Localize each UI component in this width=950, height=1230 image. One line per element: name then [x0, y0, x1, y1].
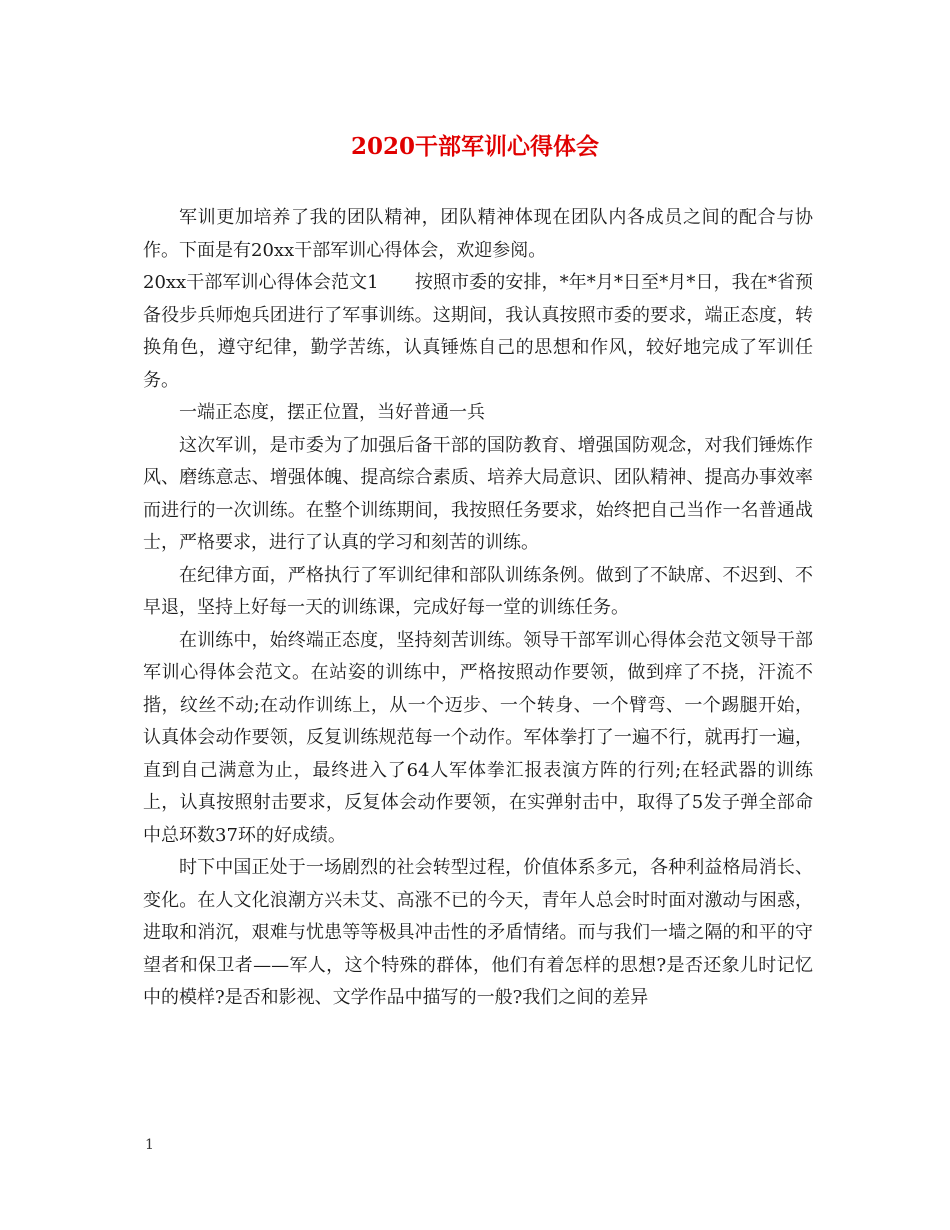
- paragraph-section-heading: 一端正态度，摆正位置，当好普通一兵: [179, 402, 485, 423]
- paragraph-body: 时下中国正处于一场剧烈的社会转型过程，价值体系多元，各种利益格局消长、变化。在人文化浪潮方兴未艾、高涨不已的今天，青年人总会时时面对激动与困惑，进取和消沉，艰难与忧患等等极具冲击性的矛盾情绪。而与我们一墙之隔的和平的守望者和保卫者——军人，这个特殊的群体，他们有着怎样的思想?是否还象儿时记忆中的模样?是否和影视、文学作品中描写的一般?我们之间的差异: [143, 857, 813, 1008]
- paragraph-intro: 军训更加培养了我的团队精神，团队精神体现在团队内各成员之间的配合与协作。下面是有20xx干部军训心得体会，欢迎参阅。: [143, 207, 813, 261]
- page-number: 1: [145, 1137, 154, 1153]
- paragraph-body: 在纪律方面，严格执行了军训纪律和部队训练条例。做到了不缺席、不迟到、不早退，坚持上好每一天的训练课，完成好每一堂的训练任务。: [143, 564, 813, 618]
- paragraph-sample-heading: 20xx干部军训心得体会范文1 按照市委的安排，*年*月*日至*月*日，我在*省预备役步兵师炮兵团进行了军事训练。这期间，我认真按照市委的要求，端正态度，转换角色，遵守纪律，勤学苦练，认真锤炼自己的思想和作风，较好地完成了军训任务。: [143, 272, 813, 391]
- document-body: [143, 202, 813, 1015]
- paragraph-body: 这次军训，是市委为了加强后备干部的国防教育、增强国防观念，对我们锤炼作风、磨练意志、增强体魄、提高综合素质、培养大局意识、团队精神、提高办事效率而进行的一次训练。在整个训练期间，我按照任务要求，始终把自己当作一名普通战士，严格要求，进行了认真的学习和刻苦的训练。: [143, 434, 813, 553]
- paragraph-body: 在训练中，始终端正态度，坚持刻苦训练。领导干部军训心得体会范文领导干部军训心得体会范文。在站姿的训练中，严格按照动作要领，做到痒了不挠，汗流不揩，纹丝不动;在动作训练上，从一个迈步、一个转身、一个臂弯、一个踢腿开始，认真体会动作要领，反复训练规范每一个动作。军体拳打了一遍不行，就再打一遍，直到自己满意为止，最终进入了64人军体拳汇报表演方阵的行列;在轻武器的训练上，认真按照射击要求，反复体会动作要领，在实弹射击中，取得了5发子弹全部命中总环数37环的好成绩。: [143, 629, 813, 846]
- document-title: 2020干部军训心得体会: [350, 133, 599, 160]
